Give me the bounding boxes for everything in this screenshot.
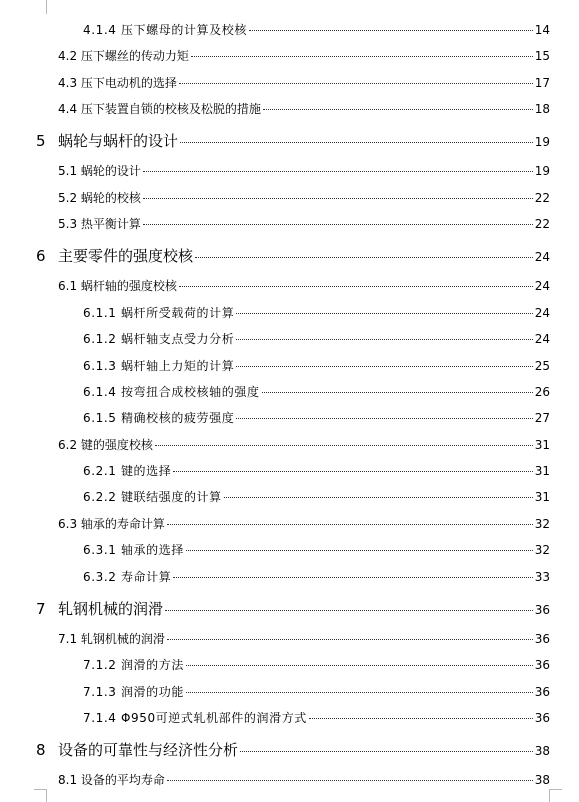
toc-entry-page: 19	[534, 164, 550, 178]
toc-leader-dots	[240, 751, 533, 752]
toc-entry-title: 6.1.1 蜗杆所受载荷的计算	[83, 306, 235, 320]
toc-chapter-title: 轧钢机械的润滑	[58, 600, 164, 618]
toc-chapter-number: 7	[36, 600, 46, 618]
toc-entry-page: 33	[534, 570, 550, 584]
toc-entry-page: 15	[534, 49, 550, 63]
toc-entry-6-3-1[interactable]	[83, 541, 550, 558]
toc-leader-dots	[224, 497, 533, 498]
toc-leader-dots	[165, 610, 533, 611]
toc-entry-page: 31	[534, 464, 550, 478]
toc-leader-dots	[236, 313, 532, 314]
toc-entry-title: 6.1 蜗杆轴的强度校核	[58, 279, 177, 293]
toc-entry-title: 5.3 热平衡计算	[58, 217, 141, 231]
toc-entry-title: 4.4 压下装置自锁的校核及松脱的措施	[58, 102, 261, 116]
toc-entry-page: 36	[534, 603, 550, 617]
toc-leader-dots	[180, 142, 533, 143]
toc-leader-dots	[173, 471, 532, 472]
toc-entry-page: 32	[534, 517, 550, 531]
toc-entry-title	[36, 245, 193, 266]
toc-leader-dots	[173, 577, 532, 578]
toc-leader-dots	[186, 550, 533, 551]
toc-leader-dots	[186, 692, 533, 693]
toc-chapter-7[interactable]	[36, 598, 550, 619]
toc-entry-page: 22	[534, 217, 550, 231]
toc-entry-6-1-4[interactable]	[83, 383, 550, 400]
toc-entry-7-1-3[interactable]	[83, 683, 550, 700]
toc-entry-title: 6.1.3 蜗杆轴上力矩的计算	[83, 359, 235, 373]
toc-entry-title: 5.2 蜗轮的校核	[58, 191, 141, 205]
toc-entry-title: 7.1.2 润滑的方法	[83, 658, 184, 672]
toc-entry-6-2-1[interactable]	[83, 462, 550, 479]
toc-leader-dots	[249, 30, 533, 31]
toc-entry-title: 8.1 设备的平均寿命	[58, 773, 165, 787]
toc-leader-dots	[143, 224, 533, 225]
toc-chapter-number: 8	[36, 741, 46, 759]
toc-entry-page: 19	[534, 135, 550, 149]
toc-entry-title: 4.3 压下电动机的选择	[58, 76, 177, 90]
toc-leader-dots	[143, 171, 533, 172]
toc-entry-6-3[interactable]	[58, 515, 550, 532]
toc-entry-page: 24	[534, 279, 550, 293]
toc-entry-7-1-2[interactable]	[83, 656, 550, 673]
toc-entry-page: 38	[534, 773, 550, 787]
toc-entry-title: 6.3 轴承的寿命计算	[58, 517, 165, 531]
toc-entry-4-2[interactable]	[58, 47, 550, 64]
toc-leader-dots	[167, 780, 533, 781]
toc-entry-title: 6.1.2 蜗杆轴支点受力分析	[83, 332, 235, 346]
toc-entry-page: 25	[534, 359, 550, 373]
toc-entry-6-2-2[interactable]	[83, 488, 550, 505]
toc-chapter-title: 设备的可靠性与经济性分析	[58, 741, 239, 759]
toc-entry-7-1-4[interactable]	[83, 709, 550, 726]
toc-entry-page: 27	[534, 411, 550, 425]
toc-entry-title: 6.3.1 轴承的选择	[83, 543, 184, 557]
toc-leader-dots	[167, 639, 533, 640]
toc-entry-4-3[interactable]	[58, 74, 550, 91]
toc-entry-6-1-2[interactable]	[83, 330, 550, 347]
toc-entry-6-1[interactable]	[58, 277, 550, 294]
toc-entry-title	[36, 598, 163, 619]
toc-entry-title: 7.1 轧钢机械的润滑	[58, 632, 165, 646]
toc-entry-title: 6.2.2 键联结强度的计算	[83, 490, 222, 504]
toc-entry-page: 22	[534, 191, 550, 205]
toc-entry-5-1[interactable]	[58, 162, 550, 179]
toc-entry-page: 24	[534, 250, 550, 264]
toc-leader-dots	[236, 418, 532, 419]
toc-leader-dots	[179, 286, 533, 287]
toc-chapter-number: 6	[36, 247, 46, 265]
toc-entry-5-3[interactable]	[58, 215, 550, 232]
toc-chapter-title: 蜗轮与蜗杆的设计	[58, 132, 179, 150]
toc-entry-page: 36	[534, 658, 550, 672]
toc-entry-6-2[interactable]	[58, 436, 550, 453]
toc-entry-6-1-5[interactable]	[83, 409, 550, 426]
toc-entry-4-1-4[interactable]	[83, 21, 550, 38]
toc-leader-dots	[236, 339, 532, 340]
toc-leader-dots	[167, 524, 533, 525]
toc-leader-dots	[195, 257, 533, 258]
toc-entry-7-1[interactable]	[58, 630, 550, 647]
toc-entry-page: 18	[534, 102, 550, 116]
toc-leader-dots	[143, 198, 533, 199]
toc-entry-page: 26	[534, 385, 550, 399]
toc-chapter-8[interactable]	[36, 739, 550, 760]
toc-entry-page: 38	[534, 744, 550, 758]
toc-entry-page: 31	[534, 490, 550, 504]
toc-leader-dots	[236, 366, 532, 367]
toc-entry-6-1-3[interactable]	[83, 357, 550, 374]
toc-leader-dots	[186, 665, 533, 666]
toc-entry-title	[36, 739, 238, 760]
toc-leader-dots	[155, 445, 533, 446]
toc-entry-page: 36	[534, 632, 550, 646]
toc-entry-title: 4.1.4 压下螺母的计算及校核	[83, 23, 247, 37]
toc-leader-dots	[263, 109, 533, 110]
toc-entry-page: 31	[534, 438, 550, 452]
toc-entry-title: 7.1.3 润滑的功能	[83, 685, 184, 699]
toc-entry-5-2[interactable]	[58, 189, 550, 206]
toc-chapter-number: 5	[36, 132, 46, 150]
toc-entry-page: 32	[534, 543, 550, 557]
toc-entry-8-1[interactable]	[58, 771, 550, 788]
toc-entry-title: 6.2.1 键的选择	[83, 464, 172, 478]
toc-entry-title: 6.1.4 按弯扭合成校核轴的强度	[83, 385, 260, 399]
toc-leader-dots	[179, 83, 533, 84]
toc-entry-6-3-2[interactable]	[83, 568, 550, 585]
toc-entry-page: 17	[534, 76, 550, 90]
toc-entry-page: 24	[534, 306, 550, 320]
toc-entry-page: 36	[534, 685, 550, 699]
toc-leader-dots	[191, 56, 533, 57]
toc-leader-dots	[309, 718, 533, 719]
toc-entry-title: 6.1.5 精确校核的疲劳强度	[83, 411, 235, 425]
toc-entry-page: 24	[534, 332, 550, 346]
toc-chapter-6[interactable]	[36, 245, 550, 266]
toc-chapter-5[interactable]	[36, 130, 550, 151]
toc-entry-title: 4.2 压下螺丝的传动力矩	[58, 49, 189, 63]
toc-entry-4-4[interactable]	[58, 100, 550, 117]
toc-entry-title	[36, 130, 178, 151]
toc-leader-dots	[262, 392, 533, 393]
toc-entry-page: 14	[534, 23, 550, 37]
toc-entry-title: 5.1 蜗轮的设计	[58, 164, 141, 178]
toc-entry-title: 7.1.4 Φ950可逆式轧机部件的润滑方式	[83, 711, 307, 725]
toc-entry-page: 36	[534, 711, 550, 725]
toc-entry-title: 6.3.2 寿命计算	[83, 570, 172, 584]
toc-entry-6-1-1[interactable]	[83, 304, 550, 321]
toc-entry-title: 6.2 键的强度校核	[58, 438, 153, 452]
toc-chapter-title: 主要零件的强度校核	[58, 247, 194, 265]
